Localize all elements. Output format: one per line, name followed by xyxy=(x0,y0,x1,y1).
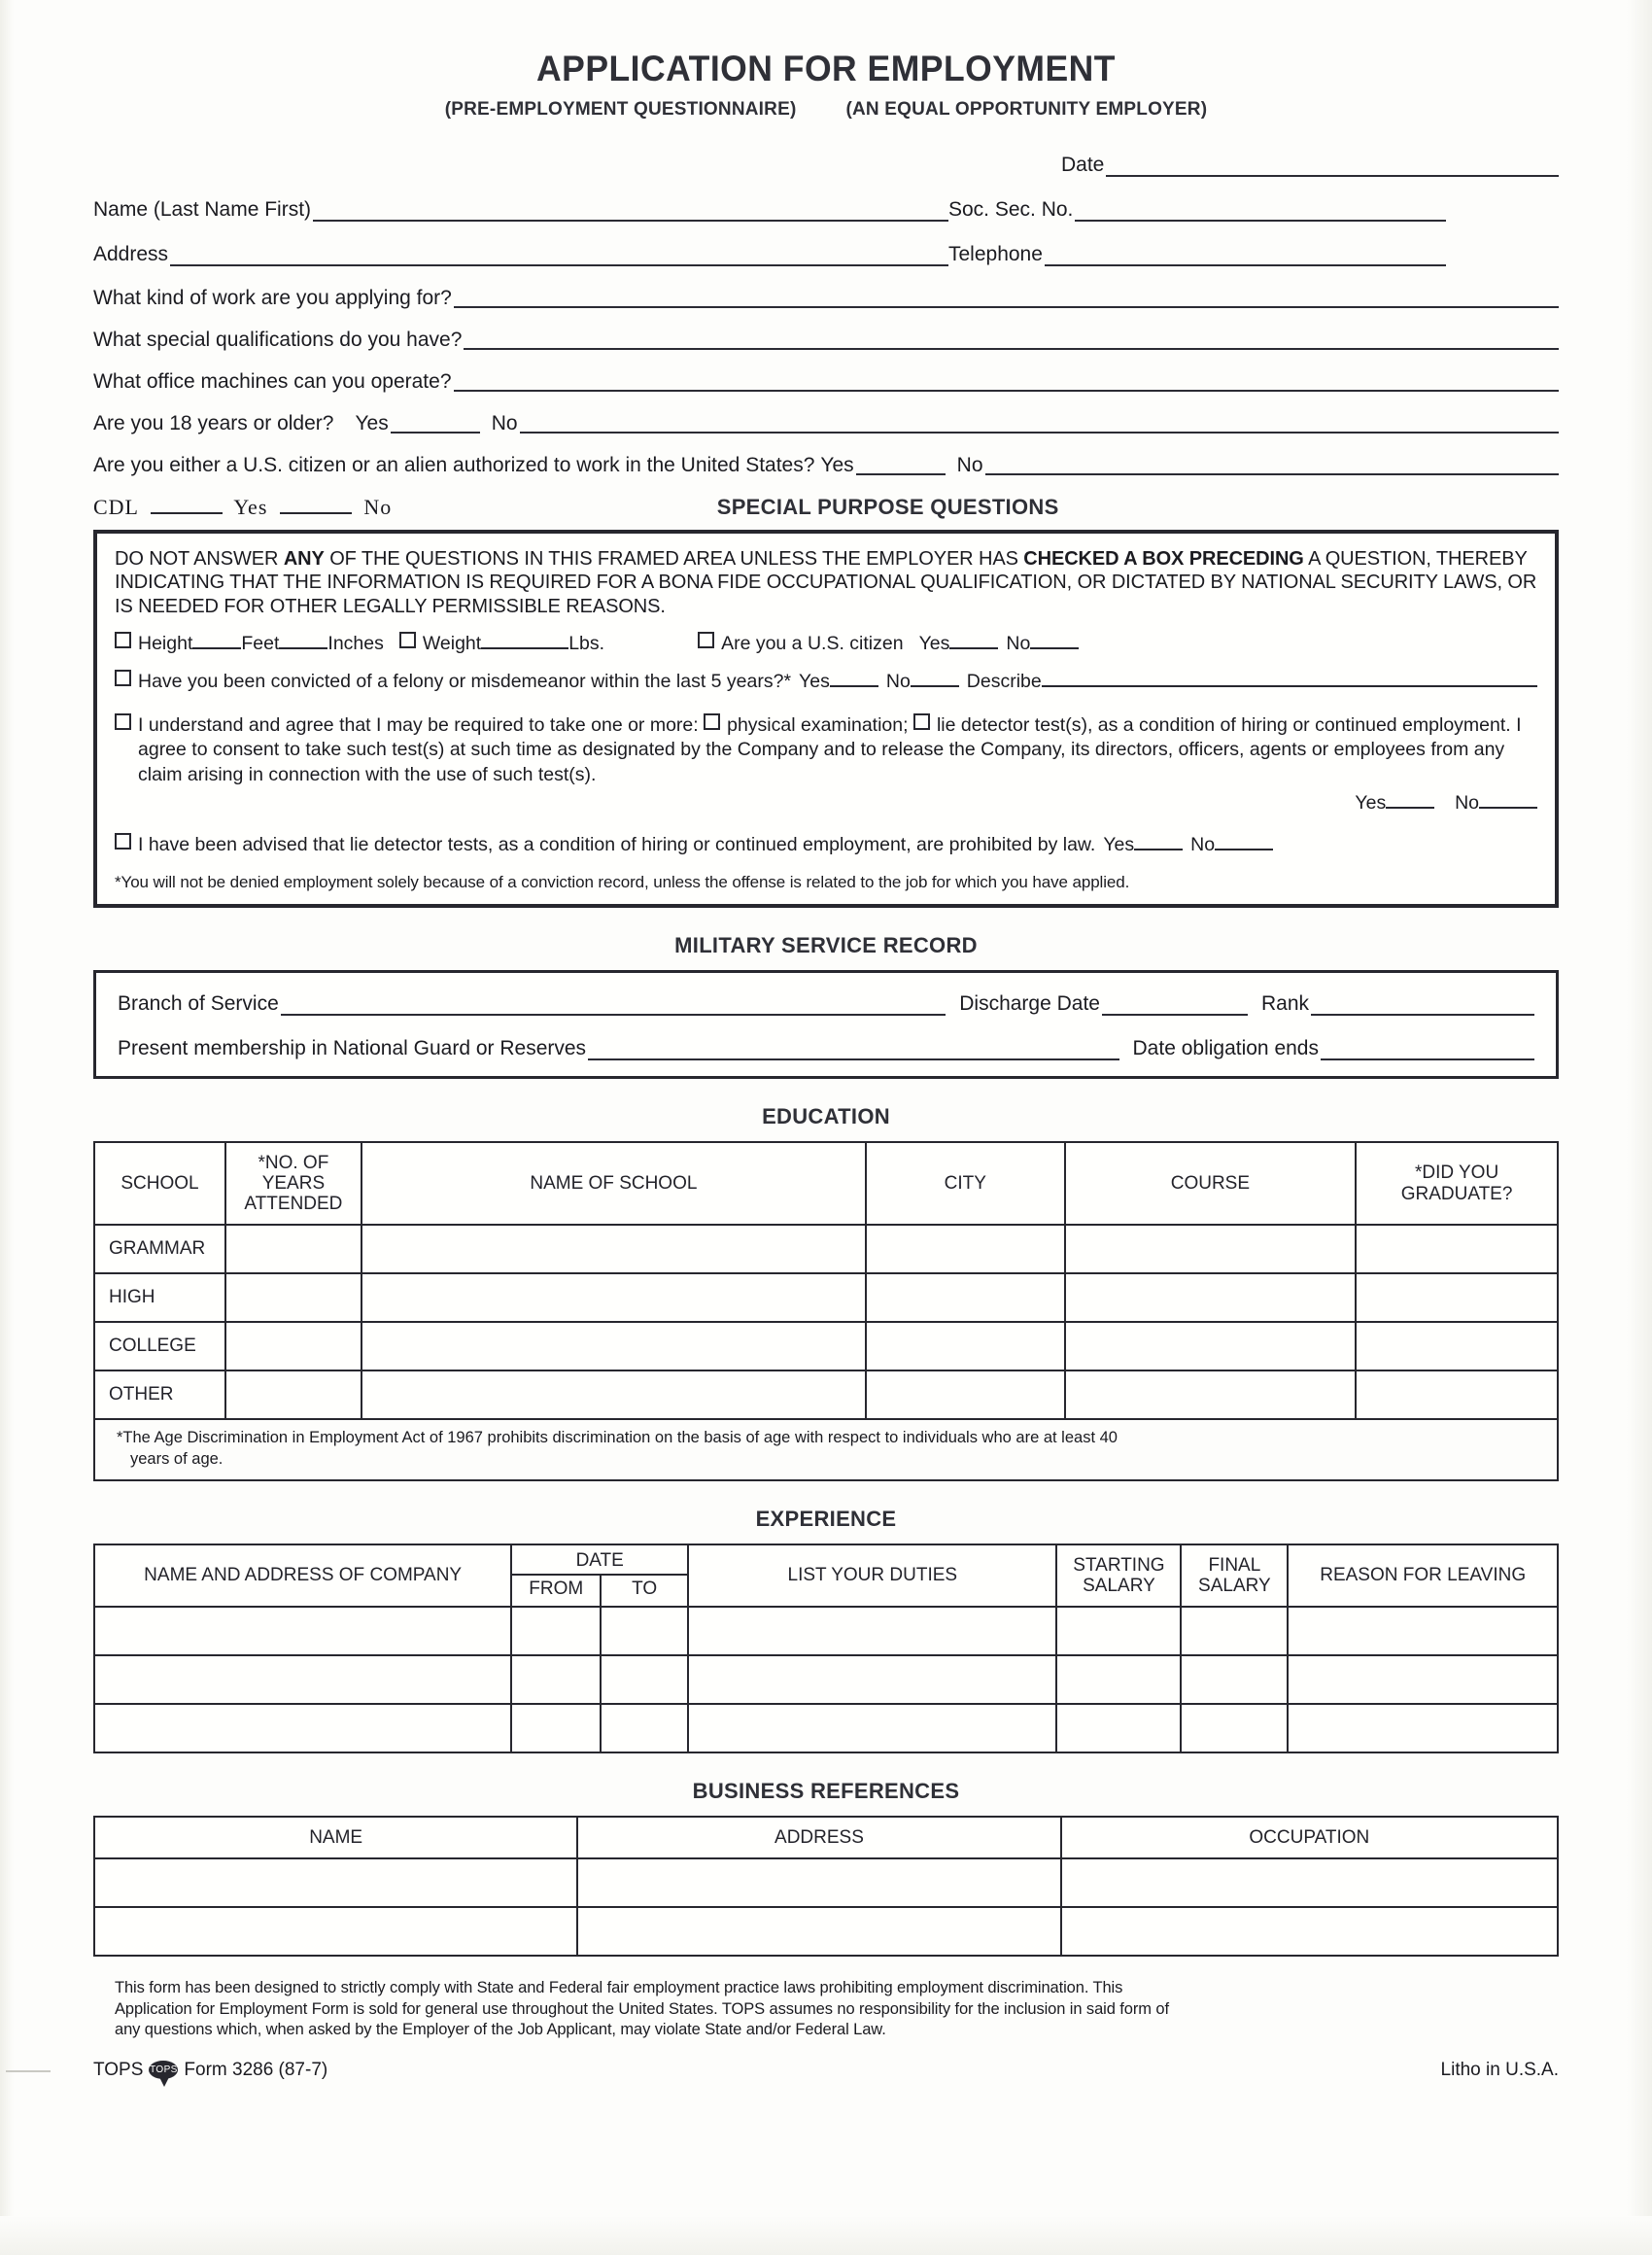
subtitle-left: (PRE-EMPLOYMENT QUESTIONNAIRE) xyxy=(444,99,797,120)
education-cell-name[interactable] xyxy=(361,1273,866,1322)
experience-col-final-salary xyxy=(1181,1544,1288,1608)
felony-row xyxy=(115,670,1537,693)
legal-footer-line2: Application for Employment Form is sold for general use throughout the United States. TOPS assumes no responsibility for the inclusion in said form of xyxy=(115,1999,1169,2018)
disclaimer-emphasis-any: ANY xyxy=(283,548,325,570)
age-footnote-line2: years of age. xyxy=(130,1449,224,1468)
age-yes-rule[interactable] xyxy=(391,417,480,434)
us-citizen-yes-rule[interactable] xyxy=(949,634,998,649)
advised-no-label: No xyxy=(1190,834,1216,856)
education-col-graduate-line2: GRADUATE? xyxy=(1400,1183,1513,1204)
education-col-graduate xyxy=(1356,1142,1558,1226)
final-salary-line2: SALARY xyxy=(1198,1575,1271,1596)
education-cell-graduate[interactable] xyxy=(1356,1225,1558,1273)
testing-consent-row xyxy=(115,709,1537,815)
experience-col-duties: LIST YOUR DUTIES xyxy=(688,1544,1056,1608)
height-weight-citizen-row xyxy=(115,632,1537,655)
consent-yes-rule[interactable] xyxy=(1386,793,1434,809)
address-input-rule[interactable] xyxy=(170,250,948,266)
subtitle-right: (AN EQUAL OPPORTUNITY EMPLOYER) xyxy=(845,99,1208,120)
experience-cell-duties[interactable] xyxy=(688,1655,1056,1704)
experience-table-wrap xyxy=(93,1544,1559,1754)
experience-cell-final[interactable] xyxy=(1181,1655,1288,1704)
military-row-1 xyxy=(118,992,1534,1016)
experience-cell-company[interactable] xyxy=(94,1607,511,1655)
education-col-graduate-line1: *DID YOU xyxy=(1414,1162,1499,1184)
discharge-date-label: Discharge Date xyxy=(959,991,1100,1015)
citizen-question-field[interactable] xyxy=(93,455,1559,475)
tops-brand-name: TOPS xyxy=(93,2059,144,2080)
education-heading: EDUCATION xyxy=(762,1103,890,1128)
age-question-label: Are you 18 years or older? xyxy=(93,412,334,434)
disclaimer-emphasis-checked: CHECKED A BOX xyxy=(1023,548,1185,570)
references-table-body xyxy=(94,1858,1558,1956)
us-citizen-yes-label: Yes xyxy=(918,633,950,655)
education-col-school: SCHOOL xyxy=(94,1142,225,1226)
work-type-label: What kind of work are you applying for? xyxy=(93,287,452,309)
disclaimer-part-2: OF THE QUESTIONS IN THIS FRAMED AREA UNLESS THE EMPLOYER HAS xyxy=(324,548,1024,570)
address-label: Address xyxy=(93,243,169,265)
disclaimer-part-1: DO NOT ANSWER xyxy=(115,548,284,570)
experience-cell-starting[interactable] xyxy=(1056,1607,1181,1655)
education-cell-name[interactable] xyxy=(361,1370,866,1419)
experience-cell-reason[interactable] xyxy=(1288,1655,1558,1704)
references-cell-name[interactable] xyxy=(94,1907,577,1956)
applicant-info-block xyxy=(93,154,1559,475)
consent-yes-label: Yes xyxy=(1355,791,1387,814)
lbs-label: Lbs. xyxy=(568,633,605,655)
experience-col-to: TO xyxy=(601,1575,688,1607)
experience-cell-from[interactable] xyxy=(511,1704,601,1752)
advised-yes-rule[interactable] xyxy=(1134,835,1183,850)
experience-heading: EXPERIENCE xyxy=(755,1506,897,1531)
table-row xyxy=(94,1225,1558,1273)
experience-cell-starting[interactable] xyxy=(1056,1704,1181,1752)
consent-yesno-row xyxy=(138,791,1537,815)
name-label: Name (Last Name First) xyxy=(93,198,312,221)
education-cell-years[interactable] xyxy=(225,1370,361,1419)
education-col-years-line2: YEARS xyxy=(261,1172,326,1194)
education-cell-name[interactable] xyxy=(361,1322,866,1370)
page-subtitle xyxy=(0,99,1652,121)
experience-col-date: DATE xyxy=(511,1544,688,1575)
cdl-and-spq-heading-row xyxy=(93,495,1559,520)
national-guard-rule[interactable] xyxy=(588,1044,1119,1060)
military-fields xyxy=(96,973,1556,1076)
tops-logo-icon: TOPS xyxy=(149,2061,178,2079)
experience-cell-reason[interactable] xyxy=(1288,1704,1558,1752)
inches-label: Inches xyxy=(327,633,384,655)
education-cell-graduate[interactable] xyxy=(1356,1273,1558,1322)
consent-lie-label: lie detector test(s), as a condition of hiring or continued employment. I agree to consent to take such test(s) at such time as designated by the Company and to release the Company, its directors, officers, agents or employees from any claim arising in connection with the use of such test(s). xyxy=(138,713,1522,785)
branch-of-service-label: Branch of Service xyxy=(118,991,279,1015)
consent-no-label: No xyxy=(1455,791,1479,814)
special-purpose-heading: SPECIAL PURPOSE QUESTIONS xyxy=(716,495,1059,519)
references-table-wrap xyxy=(93,1816,1559,1957)
education-cell-years[interactable] xyxy=(225,1225,361,1273)
experience-col-starting-salary xyxy=(1056,1544,1181,1608)
education-cell-years[interactable] xyxy=(225,1322,361,1370)
felony-describe-label: Describe xyxy=(966,670,1042,692)
education-col-name: NAME OF SCHOOL xyxy=(361,1142,866,1226)
table-row xyxy=(94,1907,1558,1956)
references-cell-occupation[interactable] xyxy=(1061,1858,1558,1907)
references-cell-address[interactable] xyxy=(577,1858,1060,1907)
office-machines-label: What office machines can you operate? xyxy=(93,370,452,393)
citizen-question-label: Are you either a U.S. citizen or an alien authorized to work in the United States? xyxy=(93,454,815,476)
work-type-field[interactable] xyxy=(93,288,1559,308)
education-cell-course[interactable] xyxy=(1065,1322,1357,1370)
references-col-name: NAME xyxy=(94,1817,577,1858)
experience-cell-from[interactable] xyxy=(511,1607,601,1655)
consent-text-a: I understand and agree that I may be required to take one or more: xyxy=(138,713,705,736)
consent-physical-label: physical examination; xyxy=(727,713,913,736)
education-table xyxy=(93,1141,1559,1421)
experience-cell-starting[interactable] xyxy=(1056,1655,1181,1704)
lie-detector-checkbox[interactable] xyxy=(913,713,930,730)
age-no-rule[interactable] xyxy=(520,417,1559,434)
us-citizen-no-label: No xyxy=(1006,633,1031,655)
education-cell-graduate[interactable] xyxy=(1356,1322,1558,1370)
education-cell-city[interactable] xyxy=(866,1370,1065,1419)
rank-rule[interactable] xyxy=(1311,999,1534,1016)
age-question-field[interactable] xyxy=(93,413,1559,434)
experience-cell-reason[interactable] xyxy=(1288,1607,1558,1655)
experience-col-reason: REASON FOR LEAVING xyxy=(1288,1544,1558,1608)
experience-cell-from[interactable] xyxy=(511,1655,601,1704)
education-col-years xyxy=(225,1142,361,1226)
weight-label: Weight xyxy=(422,633,482,655)
education-cell-course[interactable] xyxy=(1065,1273,1357,1322)
rank-label: Rank xyxy=(1260,991,1309,1015)
education-cell-course[interactable] xyxy=(1065,1370,1357,1419)
office-machines-input-rule[interactable] xyxy=(454,375,1560,392)
lie-detector-advised-row xyxy=(115,833,1537,856)
disclaimer-emphasis-preceding: PRECEDING xyxy=(1188,548,1304,570)
starting-salary-line2: SALARY xyxy=(1083,1575,1155,1596)
branch-of-service-rule[interactable] xyxy=(281,999,946,1016)
us-citizen-checkbox[interactable] xyxy=(698,632,714,648)
national-guard-label: Present membership in National Guard or Reserves xyxy=(118,1036,587,1059)
ssn-field[interactable] xyxy=(948,198,1446,222)
references-heading: BUSINESS REFERENCES xyxy=(692,1779,960,1804)
table-row xyxy=(94,1322,1558,1370)
height-feet-rule[interactable] xyxy=(192,634,241,649)
experience-cell-final[interactable] xyxy=(1181,1607,1288,1655)
qualifications-label: What special qualifications do you have? xyxy=(93,329,463,351)
date-input-rule[interactable] xyxy=(1106,160,1559,177)
felony-no-label: No xyxy=(885,670,911,692)
experience-cell-duties[interactable] xyxy=(688,1704,1056,1752)
education-table-body xyxy=(94,1225,1558,1419)
telephone-label: Telephone xyxy=(948,243,1043,265)
experience-cell-to[interactable] xyxy=(601,1704,688,1752)
height-label: Height xyxy=(138,633,193,655)
felony-checkbox[interactable] xyxy=(115,670,131,686)
work-type-input-rule[interactable] xyxy=(454,292,1559,308)
education-cell-years[interactable] xyxy=(225,1273,361,1322)
table-row xyxy=(94,1655,1558,1704)
military-service-box xyxy=(93,970,1559,1079)
education-header-row xyxy=(94,1142,1558,1226)
telephone-input-rule[interactable] xyxy=(1045,250,1446,266)
feet-label: Feet xyxy=(241,633,280,655)
ssn-label: Soc. Sec. No. xyxy=(948,198,1074,221)
ssn-input-rule[interactable] xyxy=(1075,205,1446,222)
tops-brand xyxy=(93,2060,327,2081)
felony-yes-rule[interactable] xyxy=(830,672,878,687)
advised-yes-label: Yes xyxy=(1103,834,1135,856)
us-citizen-label: Are you a U.S. citizen xyxy=(721,633,904,655)
cdl-yes-rule[interactable] xyxy=(151,497,223,514)
education-row-label: HIGH xyxy=(94,1273,225,1322)
height-inches-rule[interactable] xyxy=(279,634,327,649)
education-cell-city[interactable] xyxy=(866,1322,1065,1370)
education-table-wrap xyxy=(93,1141,1559,1481)
education-cell-city[interactable] xyxy=(866,1225,1065,1273)
final-salary-line1: FINAL xyxy=(1208,1554,1261,1576)
date-label: Date xyxy=(1061,154,1105,176)
weight-rule[interactable] xyxy=(481,634,568,649)
height-checkbox[interactable] xyxy=(115,632,131,648)
page-title: APPLICATION FOR EMPLOYMENT xyxy=(536,49,1116,88)
footer-bar xyxy=(93,2060,1559,2081)
experience-cell-to[interactable] xyxy=(601,1607,688,1655)
education-col-course: COURSE xyxy=(1065,1142,1357,1226)
advised-checkbox[interactable] xyxy=(115,833,131,850)
cdl-yes-label: Yes xyxy=(233,495,268,519)
references-header-row xyxy=(94,1817,1558,1858)
testing-consent-checkbox[interactable] xyxy=(115,713,131,730)
citizen-yes-label: Yes xyxy=(820,454,854,476)
education-cell-city[interactable] xyxy=(866,1273,1065,1322)
education-col-years-line3: ATTENDED xyxy=(244,1194,343,1215)
education-col-city: CITY xyxy=(866,1142,1065,1226)
physical-exam-checkbox[interactable] xyxy=(704,713,720,730)
experience-cell-company[interactable] xyxy=(94,1704,511,1752)
legal-footer-text xyxy=(115,1978,1545,2039)
name-ssn-row xyxy=(93,198,1559,222)
experience-col-from: FROM xyxy=(511,1575,601,1607)
table-row xyxy=(94,1273,1558,1322)
education-col-years-line1: *NO. OF xyxy=(258,1152,329,1173)
discharge-date-rule[interactable] xyxy=(1102,999,1248,1016)
name-field[interactable] xyxy=(93,198,948,222)
qualifications-input-rule[interactable] xyxy=(464,333,1559,350)
military-row-2 xyxy=(118,1037,1534,1060)
qualifications-field[interactable] xyxy=(93,330,1559,350)
legal-footer-line3: any questions which, when asked by the Employer of the Job Applicant, may violate State and/or Federal Law. xyxy=(115,2020,886,2038)
address-telephone-row xyxy=(93,243,1559,266)
name-input-rule[interactable] xyxy=(313,205,948,222)
citizen-yes-rule[interactable] xyxy=(856,459,946,475)
references-cell-occupation[interactable] xyxy=(1061,1907,1558,1956)
advised-no-rule[interactable] xyxy=(1215,835,1273,850)
litho-label: Litho in U.S.A. xyxy=(1440,2059,1559,2080)
experience-cell-final[interactable] xyxy=(1181,1704,1288,1752)
office-machines-field[interactable] xyxy=(93,371,1559,392)
education-row-label: OTHER xyxy=(94,1370,225,1419)
table-row xyxy=(94,1607,1558,1655)
felony-label: Have you been convicted of a felony or misdemeanor within the last 5 years?* xyxy=(138,670,792,692)
experience-col-company: NAME AND ADDRESS OF COMPANY xyxy=(94,1544,511,1608)
conviction-footnote: *You will not be denied employment solely because of a conviction record, unless the offense is related to the job for which you have applied. xyxy=(115,872,1130,891)
cdl-label: CDL xyxy=(93,495,139,519)
address-field[interactable] xyxy=(93,243,948,266)
experience-cell-company[interactable] xyxy=(94,1655,511,1704)
us-citizen-no-rule[interactable] xyxy=(1030,634,1079,649)
table-row xyxy=(94,1370,1558,1419)
table-row xyxy=(94,1858,1558,1907)
references-table xyxy=(93,1816,1559,1957)
obligation-end-rule[interactable] xyxy=(1321,1044,1534,1060)
education-row-label: COLLEGE xyxy=(94,1322,225,1370)
date-field[interactable] xyxy=(1061,154,1559,177)
age-footnote-line1: *The Age Discrimination in Employment Act of 1967 prohibits discrimination on the basis of age with respect to individuals who are at least 40 xyxy=(117,1429,1118,1447)
weight-checkbox[interactable] xyxy=(399,632,416,648)
education-cell-name[interactable] xyxy=(361,1225,866,1273)
experience-header-row-top xyxy=(94,1544,1558,1575)
experience-cell-to[interactable] xyxy=(601,1655,688,1704)
references-col-address: ADDRESS xyxy=(577,1817,1060,1858)
cdl-no-label: No xyxy=(363,495,393,519)
cdl-field[interactable] xyxy=(93,495,392,520)
special-purpose-disclaimer xyxy=(115,547,1537,618)
starting-salary-line1: STARTING xyxy=(1073,1554,1165,1576)
experience-table xyxy=(93,1544,1559,1754)
references-cell-name[interactable] xyxy=(94,1858,577,1907)
citizen-no-label: No xyxy=(956,454,983,476)
age-yes-label: Yes xyxy=(355,412,389,434)
form-number-label: Form 3286 (87-7) xyxy=(184,2059,328,2080)
consent-no-rule[interactable] xyxy=(1479,793,1537,809)
scan-edge-bottom xyxy=(0,2216,1652,2255)
special-purpose-framed-box xyxy=(93,530,1559,908)
felony-no-rule[interactable] xyxy=(911,672,959,687)
advised-label: I have been advised that lie detector tests, as a condition of hiring or continued employment, are prohibited by law. xyxy=(138,834,1096,856)
disclaimer-part-3: A QUESTION, THEREBY INDICATING THAT THE INFORMATION IS REQUIRED FOR A BONA FIDE OCCUPATIONAL QUALIFICATION, OR DICTATED BY NATIONAL SECURITY LAWS, OR IS NEEDED FOR OTHER LEGALLY PERMISSIBLE REASONS. xyxy=(115,548,1537,617)
experience-cell-duties[interactable] xyxy=(688,1607,1056,1655)
education-cell-graduate[interactable] xyxy=(1356,1370,1558,1419)
references-col-occupation: OCCUPATION xyxy=(1061,1817,1558,1858)
citizen-no-rule[interactable] xyxy=(985,459,1559,475)
table-row xyxy=(94,1704,1558,1752)
obligation-end-label: Date obligation ends xyxy=(1132,1036,1319,1059)
education-row-label: GRAMMAR xyxy=(94,1225,225,1273)
testing-consent-text xyxy=(138,709,1537,815)
telephone-field[interactable] xyxy=(948,243,1446,266)
experience-table-body xyxy=(94,1607,1558,1752)
references-cell-address[interactable] xyxy=(577,1907,1060,1956)
felony-describe-rule[interactable] xyxy=(1042,672,1537,687)
date-row xyxy=(93,154,1559,177)
military-heading: MILITARY SERVICE RECORD xyxy=(674,932,978,957)
age-discrimination-footnote xyxy=(93,1420,1559,1480)
cdl-no-rule[interactable] xyxy=(280,497,352,514)
age-no-label: No xyxy=(491,412,518,434)
felony-yes-label: Yes xyxy=(799,670,830,692)
legal-footer-line1: This form has been designed to strictly comply with State and Federal fair employment practice laws prohibiting employment discrimination. This xyxy=(115,1979,1123,1997)
education-cell-course[interactable] xyxy=(1065,1225,1357,1273)
